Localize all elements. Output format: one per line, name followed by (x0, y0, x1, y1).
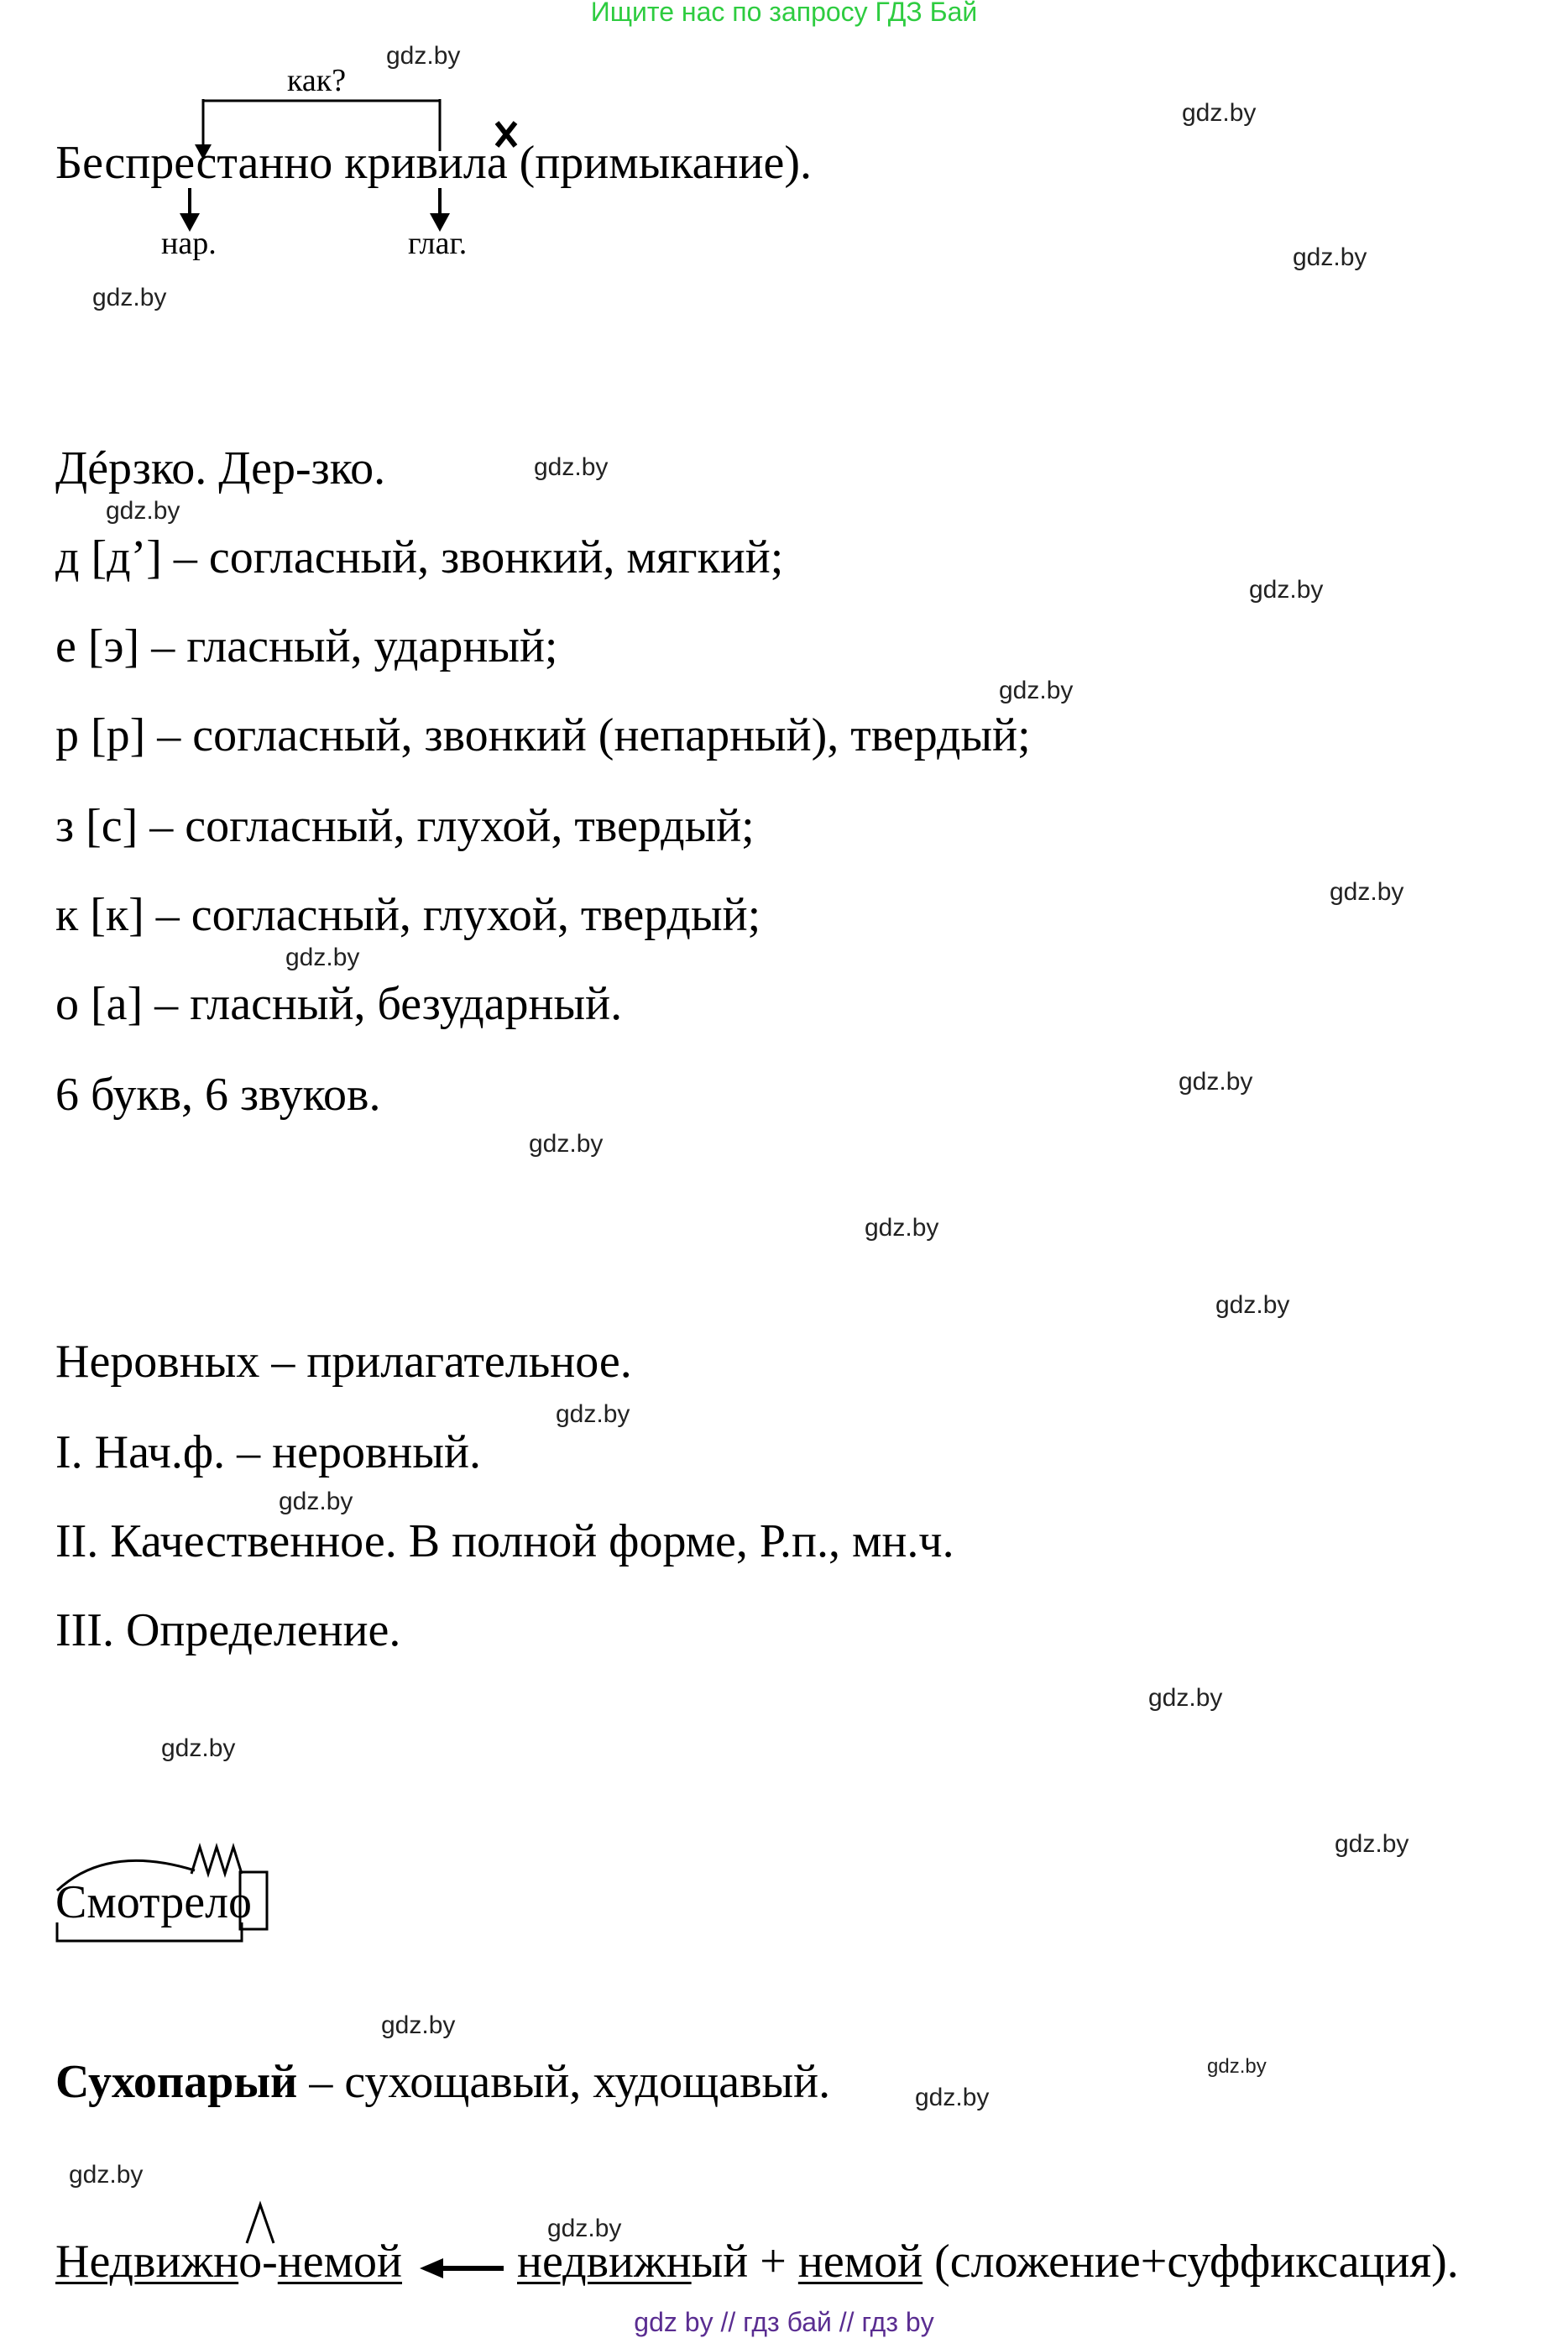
watermark: gdz.by (865, 1214, 939, 1242)
derivation-source (517, 2235, 1459, 2288)
compound-root: Недвижн (55, 2236, 239, 2288)
site-footer-links[interactable]: gdz by // гдз бай // гдз by (634, 2307, 934, 2337)
compound-suffix: о (238, 2236, 263, 2288)
watermark: gdz.by (1179, 1068, 1253, 1096)
verb-label: глаг. (408, 226, 468, 261)
watermark: gdz.by (1293, 243, 1367, 271)
watermark: gdz.by (1215, 1291, 1290, 1319)
formation-method: (сложение+суффиксация). (923, 2236, 1459, 2288)
word-formation-line (55, 2235, 402, 2288)
phonetic-summary: 6 букв, 6 звуков. (55, 1069, 381, 1121)
hyphen: - (262, 2236, 278, 2288)
watermark: gdz.by (915, 2084, 990, 2111)
watermark: gdz.by (1182, 99, 1257, 127)
watermark: gdz.by (1207, 2055, 1267, 2078)
phonetic-title: Дéрзко. Дер-зко. (55, 442, 386, 494)
watermark: gdz.by (106, 497, 180, 525)
second-source: немой (797, 2236, 923, 2288)
morph-title: Неровных – прилагательное. (55, 1336, 632, 1388)
watermark: gdz.by (381, 2011, 456, 2039)
watermark: gdz.by (92, 284, 167, 311)
phonetic-line: о [а] – гласный, безударный. (55, 978, 623, 1030)
second-root: немой (277, 2236, 403, 2288)
watermark: gdz.by (534, 453, 609, 481)
watermark: gdz.by (529, 1130, 604, 1158)
phonetic-line: з [с] – согласный, глухой, твердый; (55, 800, 755, 852)
morph-line: II. Качественное. В полной форме, Р.п., мн.ч. (55, 1515, 954, 1567)
watermark: gdz.by (556, 1400, 630, 1428)
adverb-label: нар. (161, 226, 217, 261)
watermark: gdz.by (547, 2215, 622, 2242)
watermark: gdz.by (279, 1488, 353, 1515)
word-ending: о (228, 1876, 253, 1928)
watermark: gdz.by (999, 677, 1074, 704)
word-definition: – сухощавый, худощавый. (297, 2056, 831, 2108)
word-stem: Смотрел (55, 1876, 229, 1928)
watermark: gdz.by (161, 1734, 236, 1762)
watermark: gdz.by (69, 2161, 144, 2189)
watermark: gdz.by (1148, 1684, 1223, 1712)
phonetic-line: е [э] – гласный, ударный; (55, 620, 558, 672)
derivation-arrow-icon (420, 2258, 443, 2278)
site-header-banner[interactable]: Ищите нас по запросу ГДЗ Бай (590, 0, 978, 27)
watermark: gdz.by (1330, 878, 1404, 906)
defined-word: Сухопарый (55, 2056, 298, 2108)
phonetic-line: к [к] – согласный, глухой, твердый; (55, 889, 761, 941)
phonetic-line: р [р] – согласный, звонкий (непарный), твердый; (55, 709, 1031, 761)
morph-line: I. Нач.ф. – неровный. (55, 1426, 481, 1478)
question-label: как? (287, 63, 347, 98)
watermark: gdz.by (285, 944, 360, 971)
plus-sign: + (748, 2236, 798, 2288)
source-stem: недвижн (517, 2236, 692, 2288)
morph-line: III. Определение. (55, 1604, 401, 1656)
watermark: gdz.by (1335, 1830, 1409, 1858)
source-ending: ый (691, 2236, 749, 2288)
watermark: gdz.by (1249, 576, 1324, 604)
phonetic-line: д [д’] – согласный, звонкий, мягкий; (55, 531, 784, 583)
phrase-sentence: Беспрестанно кривила (примыкание). (55, 137, 812, 189)
watermark: gdz.by (386, 42, 461, 70)
